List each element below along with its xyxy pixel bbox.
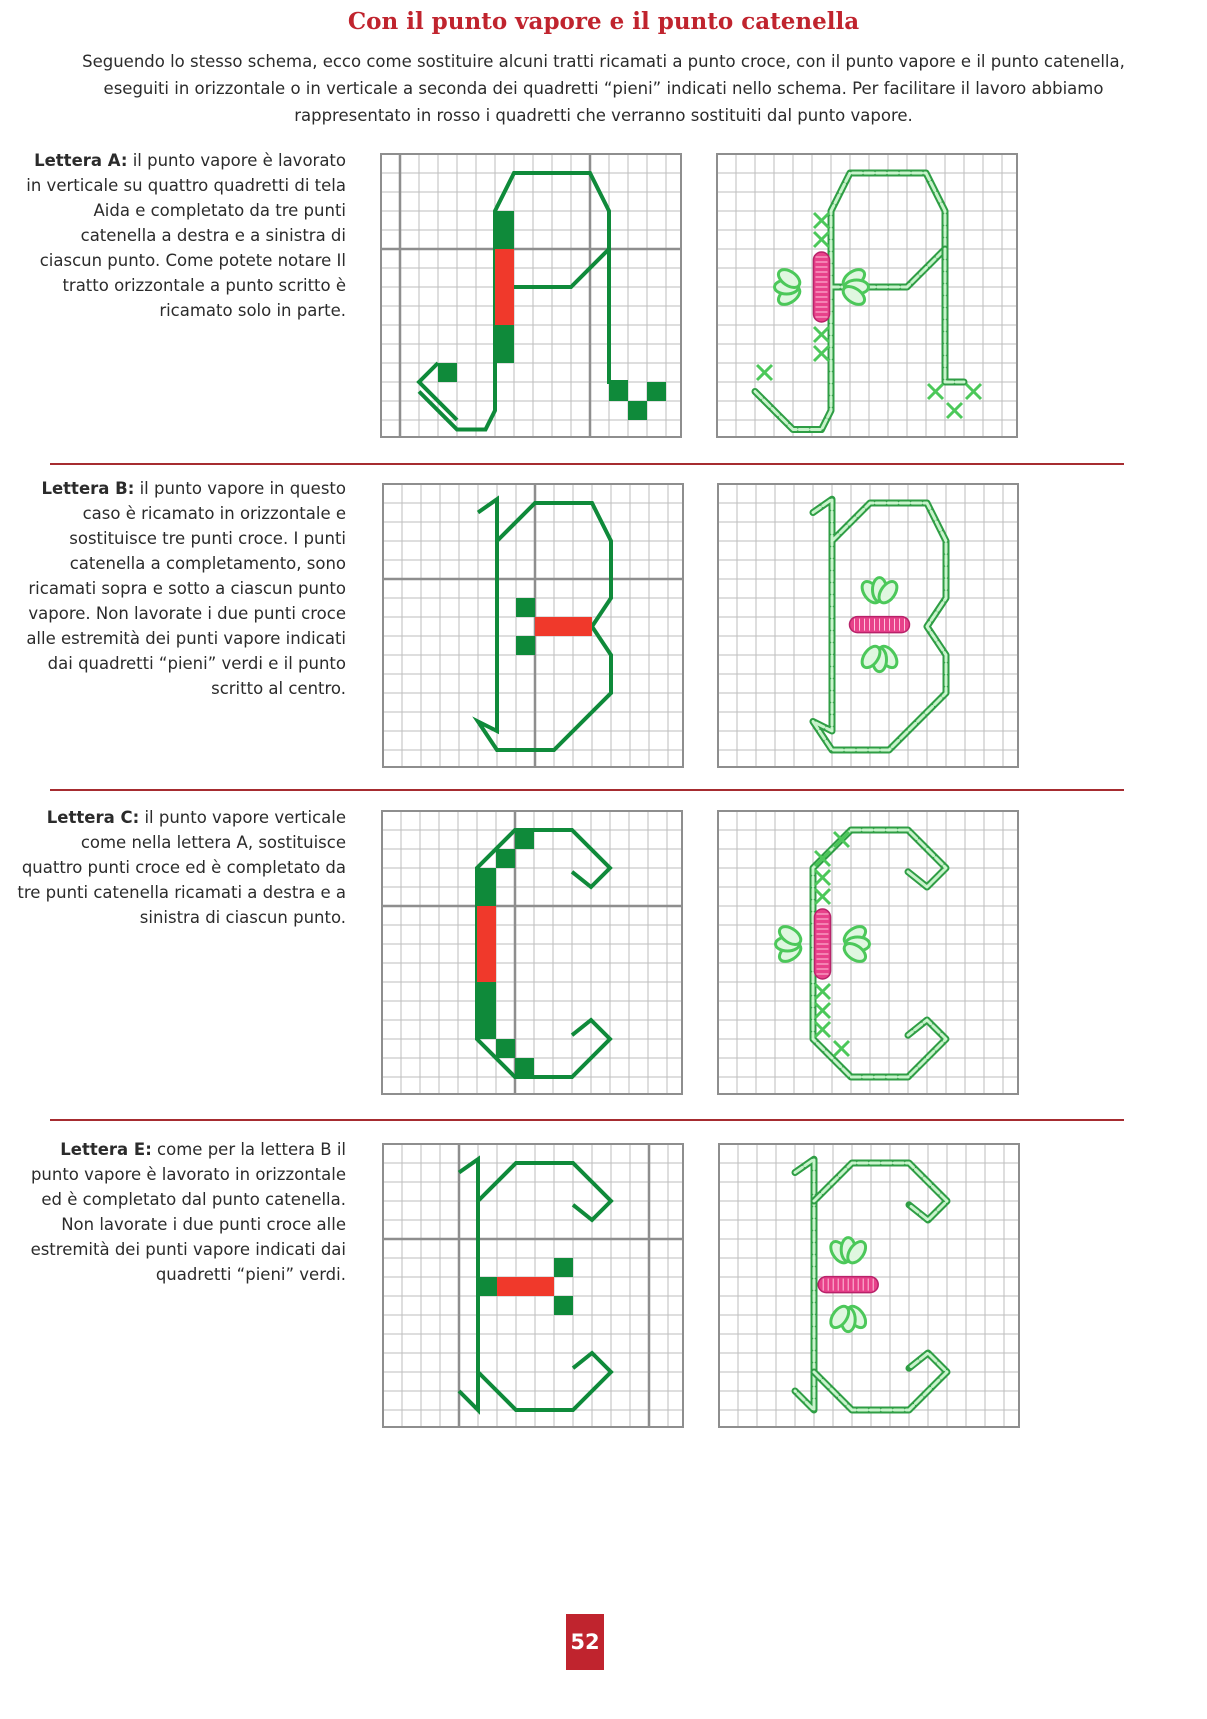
filled-square [477,887,496,906]
chain-stitch-outline [814,1353,947,1410]
description-heading: Lettera C: [46,808,140,827]
filled-square [477,1020,496,1039]
filled-square [477,868,496,887]
red-square [495,306,514,325]
red-square [477,944,496,963]
red-square [495,287,514,306]
chain-stitch-outline [814,1163,947,1220]
description-letter-c [16,805,346,930]
chain-stitch-line [814,1163,947,1220]
description-text: il punto vapore è lavorato in verticale su quattro quadretti di tela Aida e completato da tre punti catenella a destra e a sinistra di ciascun punto. Come potete notare Il tratto orizzontale a punto scritto è ricamato solo in parte. [26,151,346,320]
section-divider [50,463,1124,465]
red-square [495,268,514,287]
description-text: come per la lettera B il punto vapore è lavorato in orizzontale ed è completato dal punto catenella. Non lavorate i due punti croce alle estremità dei punti vapore indicati dai quadretti “pieni” verdi. [30,1140,346,1284]
embroidery-preview-letter-b [717,483,1019,768]
description-heading: Lettera A: [34,151,128,170]
description-letter-b [16,476,346,701]
grid-border [382,811,682,1094]
red-square [516,1277,535,1296]
red-square [495,249,514,268]
chain-stitch-outline [813,830,946,1077]
filled-square [515,830,534,849]
filled-square [647,382,666,401]
filled-square [516,636,535,655]
filled-square [554,1258,573,1277]
description-heading: Lettera B: [41,479,135,498]
description-letter-a [16,148,346,323]
red-square [497,1277,516,1296]
filled-square [478,1277,497,1296]
page-title: Con il punto vapore e il punto catenella [347,8,860,35]
page-number: 52 [566,1614,604,1670]
red-square [477,963,496,982]
filled-square [496,1039,515,1058]
filled-square [495,344,514,363]
red-square [477,906,496,925]
description-letter-e [16,1137,346,1287]
backstitch-line [609,249,628,382]
filled-square [477,982,496,1001]
description-text: il punto vapore in questo caso è ricamato in orizzontale e sostituisce tre punti croce. I punti catenella a completamento, sono ricamati sopra e sotto a ciascun punto vapore. Non lavorate i due punti croce alle estremità dei punti vapore indicati dai quadretti “pieni” verdi e il punto scritto al centro. [26,479,346,698]
grid-border [718,811,1018,1094]
cross-stitch-chart-letter-a [380,153,682,438]
filled-square [495,325,514,344]
red-square [477,925,496,944]
chain-stitch-line [814,1353,947,1410]
filled-square [495,211,514,230]
filled-square [477,1001,496,1020]
filled-square [515,1058,534,1077]
filled-square [495,230,514,249]
filled-square [628,401,647,420]
red-square [535,1277,554,1296]
red-square [554,617,573,636]
embroidery-preview-letter-a [716,153,1018,438]
description-text: il punto vapore verticale come nella lettera A, sostituisce quattro punti croce ed è completato da tre punti catenella ricamati a destra e a sinistra di ciascun punto. [17,808,346,927]
description-heading: Lettera E: [60,1140,152,1159]
filled-square [438,363,457,382]
embroidery-preview-letter-c [717,810,1019,1095]
chain-stitch-outline [945,249,964,382]
filled-square [554,1296,573,1315]
backstitch-line [478,1353,611,1410]
cross-stitch-chart-letter-e [382,1143,684,1428]
grid-border [383,484,683,767]
red-square [535,617,554,636]
section-divider [50,789,1124,791]
filled-square [516,598,535,617]
red-square [573,617,592,636]
intro-paragraph: Seguendo lo stesso schema, ecco come sostituire alcuni tratti ricamati a punto croce, con il punto vapore e il punto catenella, eseguiti in orizzontale o in verticale a seconda dei quadretti “pieni” indicati nello schema. Per facilitare il lavoro abbiamo rappresentato in rosso i quadretti che verranno sostituiti dal punto vapore. [82,52,1125,125]
cross-stitch-chart-letter-c [381,810,683,1095]
filled-square [609,382,628,401]
section-divider [50,1119,1124,1121]
embroidery-preview-letter-e [718,1143,1020,1428]
filled-square [496,849,515,868]
grid-border [381,154,681,437]
chain-stitch-line [813,830,946,1077]
backstitch-line [478,1163,611,1220]
cross-stitch-chart-letter-b [382,483,684,768]
